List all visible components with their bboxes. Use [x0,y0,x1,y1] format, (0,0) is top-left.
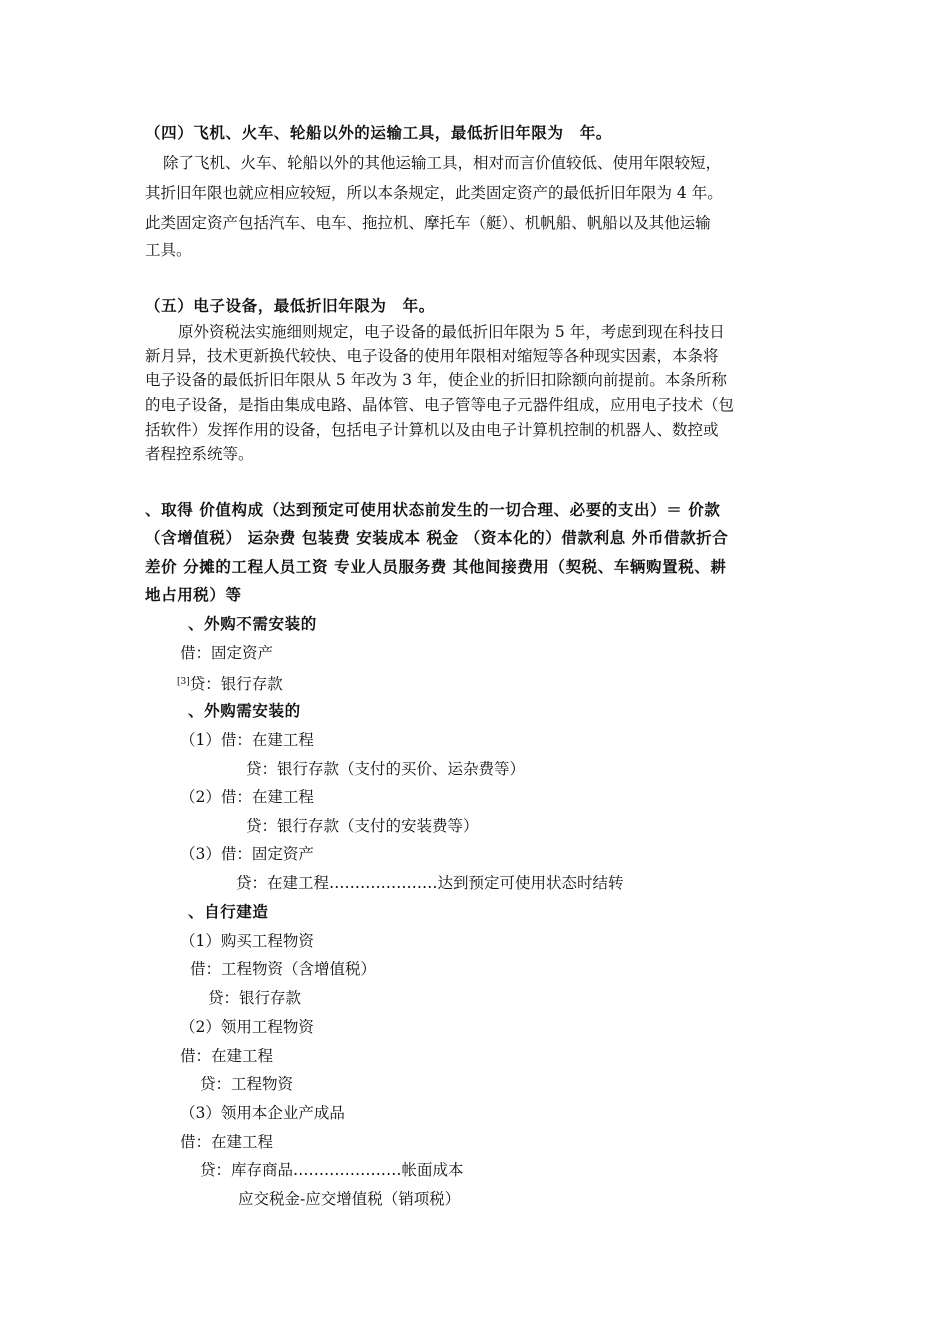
entry-line [177,672,283,694]
acquire-line: 、取得 价值构成（达到预定可使用状态前发生的一切合理、必要的支出）＝ 价款 [145,501,721,519]
entry-line: 应交税金-应交增值税（销项税） [238,1190,461,1208]
section5-para-line: 原外资税法实施细则规定，电子设备的最低折旧年限为 5 年，考虑到现在科技日 [178,323,725,341]
section5-heading: （五）电子设备，最低折旧年限为 年。 [145,297,435,315]
section5-para-line: 新月异，技术更新换代较快、电子设备的使用年限相对缩短等各种现实因素，本条将 [145,347,719,365]
acquire-line: （含增值税） 运杂费 包装费 安装成本 税金 （资本化的）借款利息 外币借款折合 [145,529,729,547]
entry-line: （1）借：在建工程 [180,731,314,749]
section4-para-line: 除了飞机、火车、轮船以外的其他运输工具，相对而言价值较低、使用年限较短， [163,154,722,172]
entry-line: 借：在建工程 [180,1047,274,1065]
entry-line: （3）领用本企业产成品 [180,1104,345,1122]
entry-title: 、外购需安装的 [188,702,301,720]
entry-line: （2）领用工程物资 [180,1018,314,1036]
acquire-line: 差价 分摊的工程人员工资 专业人员服务费 其他间接费用（契税、车辆购置税、耕 [145,558,727,576]
section5-para-line: 者程控系统等。 [145,445,254,463]
section5-para-line: 括软件）发挥作用的设备，包括电子计算机以及由电子计算机控制的机器人、数控或 [145,421,719,439]
section4-para-line: 此类固定资产包括汽车、电车、拖拉机、摩托车（艇）、机帆船、帆船以及其他运输 [145,214,711,232]
section4-para-line: 其折旧年限也就应相应较短，所以本条规定，此类固定资产的最低折旧年限为 4 年。 [145,184,723,202]
entry-title: 、自行建造 [188,903,269,921]
section5-para-line: 的电子设备，是指由集成电路、晶体管、电子管等电子元器件组成，应用电子技术（包 [145,396,735,414]
entry-line: 贷：在建工程…………………达到预定可使用状态时结转 [236,874,624,892]
entry-line: 贷：工程物资 [200,1075,294,1093]
entry-line: 借：在建工程 [180,1133,274,1151]
acquire-line: 地占用税）等 [145,586,242,604]
section4-para-line: 工具。 [145,241,192,259]
entry-line: （2）借：在建工程 [180,788,314,806]
entry-line: 借：固定资产 [180,644,274,662]
entry-line: （3）借：固定资产 [180,845,314,863]
entry-line: 贷：银行存款 [208,989,302,1007]
entry-title: 、外购不需安装的 [188,615,317,633]
entry-text: 贷：银行存款 [189,675,283,693]
entry-line: （1）购买工程物资 [180,932,314,950]
section4-heading: （四）飞机、火车、轮船以外的运输工具，最低折旧年限为 年。 [145,124,612,142]
entry-line: 贷：银行存款（支付的买价、运杂费等） [246,760,526,778]
section5-para-line: 电子设备的最低折旧年限从 5 年改为 3 年，使企业的折旧扣除额向前提前。本条所称 [145,371,727,389]
entry-line: 借：工程物资（含增值税） [190,960,377,978]
entry-line: 贷：库存商品…………………帐面成本 [200,1161,464,1179]
reference-mark: [3] [177,677,190,687]
entry-line: 贷：银行存款（支付的安装费等） [246,817,479,835]
